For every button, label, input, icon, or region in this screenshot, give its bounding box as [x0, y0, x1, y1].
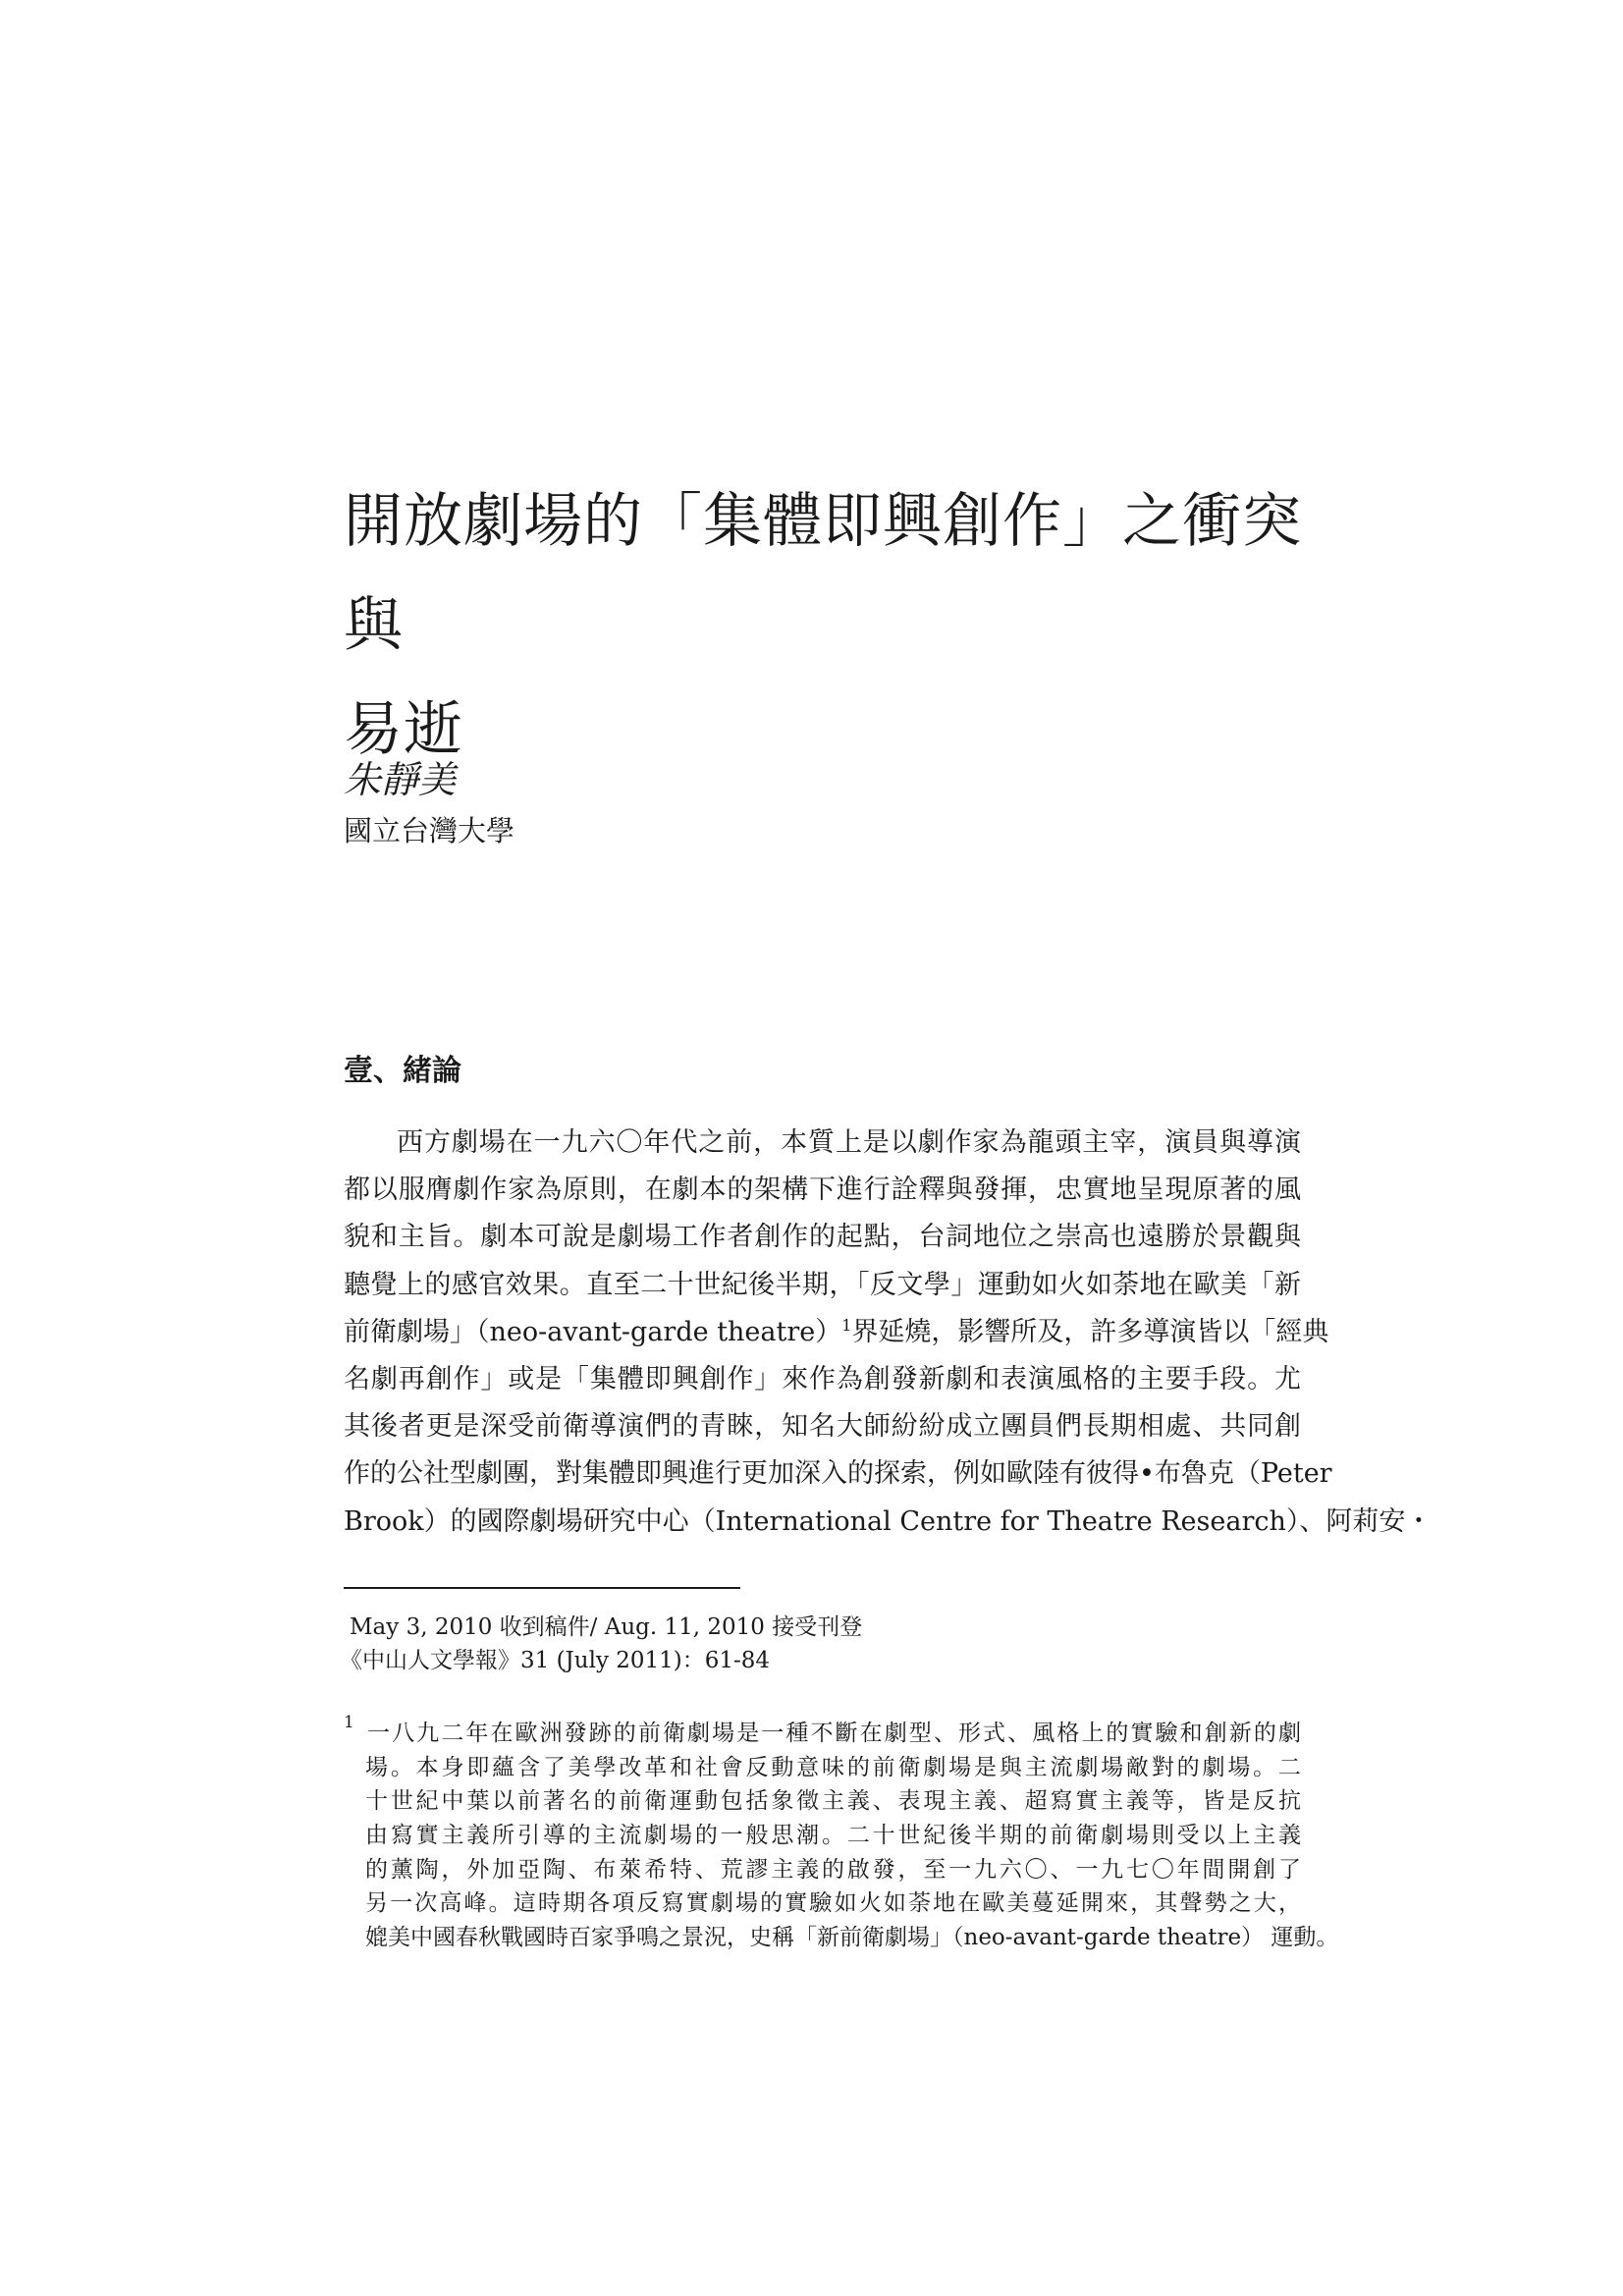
body-line: 聽覺上的感官效果。直至二十世紀後半期，「反文學」運動如火如荼地在歐美「新: [344, 1269, 1301, 1300]
received-dates: May 3, 2010 收到稿件/ Aug. 11, 2010 接受刊登: [350, 1614, 863, 1640]
body-line: 西方劇場在一九六〇年代之前，本質上是以劇作家為龍頭主宰，演員與導演: [397, 1127, 1301, 1158]
author-name: 朱靜美: [344, 758, 457, 801]
body-line-with-footnote: [344, 1309, 1329, 1356]
title-line-1: 開放劇場的「集體即興創作」之衝突與: [344, 487, 1302, 660]
footnote-line: 場。本身即蘊含了美學改革和社會反動意味的前衛劇場是與主流劇場敵對的劇場。二: [365, 1754, 1301, 1780]
body-line-part: 界延燒，影響所及，許多導演皆以「經典: [851, 1316, 1329, 1347]
footnote-marker: 1: [344, 1713, 354, 1732]
footnote-line: 一八九二年在歐洲發跡的前衛劇場是一種不斷在劇型、形式、風格上的實驗和創新的劇: [367, 1721, 1301, 1746]
footnote-reference[interactable]: 1: [841, 1315, 852, 1335]
body-line-part: 前衛劇場」（neo-avant-garde theatre）: [344, 1316, 842, 1347]
section-heading: 壹、緒論: [344, 1054, 461, 1088]
body-line: 都以服膺劇作家為原則，在劇本的架構下進行詮釋與發揮，忠實地呈現原著的風: [344, 1175, 1301, 1206]
body-line: 名劇再創作」或是「集體即興創作」來作為創發新劇和表演風格的主要手段。尤: [344, 1363, 1301, 1394]
article-title: [344, 469, 1306, 782]
footnote-line: 十世紀中葉以前著名的前衛運動包括象徵主義、表現主義、超寫實主義等，皆是反抗: [365, 1788, 1301, 1815]
footnote-line: 的薰陶，外加亞陶、布萊希特、荒謬主義的啟發，至一九六〇、一九七〇年間開創了: [365, 1856, 1301, 1883]
footnote-line: 媲美中國春秋戰國時百家爭鳴之景況，史稱「新前衛劇場」（neo-avant-garde theatre） 運動。: [365, 1925, 1339, 1951]
footnote-line: 由寫實主義所引導的主流劇場的一般思潮。二十世紀後半期的前衛劇場則受以上主義: [365, 1823, 1301, 1849]
body-line: 貌和主旨。劇本可說是劇場工作者創作的起點，台詞地位之崇高也遠勝於景觀與: [344, 1222, 1301, 1253]
body-line: 作的公社型劇團，對集體即興進行更加深入的探索，例如歐陸有彼得•布魯克（Peter: [344, 1458, 1332, 1490]
body-paragraph: [344, 1120, 1433, 1546]
body-line: 其後者更是深受前衛導演們的青睞，知名大師紛紛成立團員們長期相處、共同創: [344, 1411, 1301, 1443]
author-affiliation: 國立台灣大學: [344, 814, 515, 847]
footnote-line: 另一次高峰。這時期各項反寫實劇場的實驗如火如荼地在歐美蔓延開來，其聲勢之大，: [365, 1890, 1301, 1917]
journal-citation: 《中山人文學報》31 (July 2011)：61-84: [340, 1648, 771, 1673]
footnote: [344, 1713, 1339, 1955]
title-line-2: 易逝: [344, 695, 463, 764]
body-line: Brook）的國際劇場研究中心（International Centre for Theatre Research）、阿莉安・: [344, 1505, 1433, 1537]
footnote-divider: [344, 1587, 740, 1589]
